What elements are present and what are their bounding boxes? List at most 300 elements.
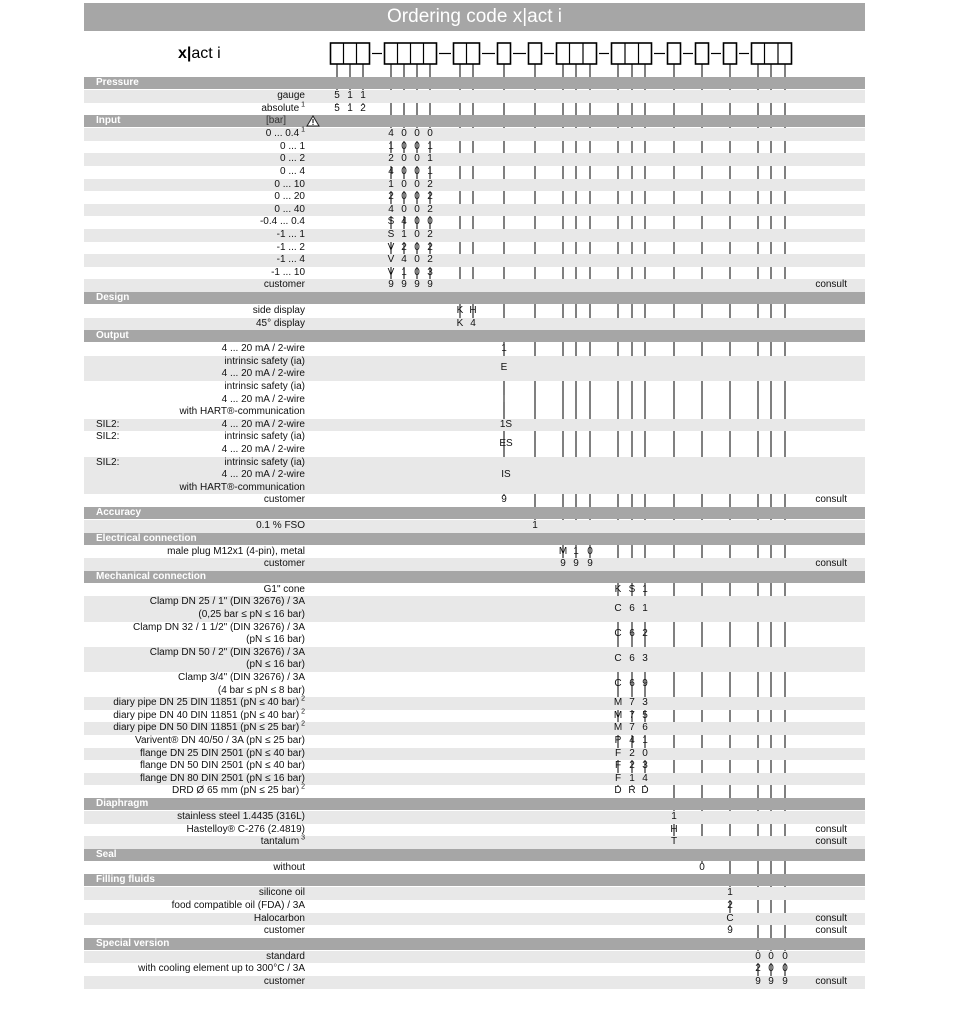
code-value: 2: [427, 229, 433, 240]
table-row: [84, 824, 865, 837]
option-label: [222, 419, 305, 431]
code-value: 6: [629, 678, 635, 690]
table-row: [84, 951, 865, 964]
code-value: 1: [401, 229, 407, 240]
code-value: 6: [629, 627, 635, 639]
code-value: 2: [427, 241, 433, 253]
code-value: 2: [401, 241, 407, 253]
option-label: [280, 166, 305, 178]
code-value: M: [613, 722, 623, 734]
code-value: I: [502, 393, 506, 405]
option-label-text: intrinsic safety (ia): [224, 431, 305, 443]
code-value: 9: [587, 558, 593, 570]
code-value: 0: [642, 747, 648, 759]
code-value: 0: [587, 545, 593, 557]
option-label-text: -1 ... 4: [276, 254, 305, 266]
option-label-text: Hastelloy® C-276 (2.4819): [186, 823, 305, 835]
code-value: 9: [642, 678, 648, 690]
table-row: [84, 748, 865, 761]
code-value: 2: [642, 627, 648, 639]
table-row: [84, 925, 865, 938]
product-name-rest: act i: [191, 45, 221, 62]
code-value: 0: [699, 861, 705, 873]
option-label-text: Clamp 3/4" (DIN 32676) / 3A: [178, 672, 305, 683]
section-title: Diaphragm: [96, 798, 149, 809]
code-value: M: [613, 697, 623, 709]
option-label: [167, 546, 305, 558]
table-row: [84, 356, 865, 381]
option-label: [246, 659, 305, 671]
code-value: 0: [427, 128, 433, 140]
table-row: [84, 381, 865, 419]
option-label: [280, 153, 305, 165]
code-value: 9: [755, 976, 761, 987]
table-row: [84, 191, 865, 204]
table-row: [84, 622, 865, 647]
consult-note: consult: [815, 279, 847, 291]
option-label-text: Clamp DN 50 / 2" (DIN 32676) / 3A: [149, 646, 305, 658]
option-label-text: 4 ... 20 mA / 2-wire: [221, 393, 305, 405]
code-value: M: [558, 545, 568, 557]
table-row: [84, 128, 865, 141]
code-value: 2: [427, 203, 433, 215]
table-row: [84, 305, 865, 318]
code-value: 4: [401, 254, 407, 266]
code-value: 6: [642, 722, 648, 734]
footnote-marker: 3: [299, 834, 305, 842]
sil-prefix: SIL2:: [96, 431, 120, 443]
table-row: [84, 419, 865, 432]
option-label-text: 0 ... 2: [279, 153, 305, 165]
table-row: [84, 153, 865, 166]
option-label-text: DRD Ø 65 mm (pN ≤ 25 bar): [171, 785, 300, 797]
code-value: 0: [401, 140, 407, 152]
code-value: 9: [501, 494, 507, 506]
table-row: [84, 811, 865, 824]
code-value: 0: [768, 950, 774, 962]
sil-prefix: SIL2:: [96, 456, 120, 468]
option-label: [224, 457, 305, 469]
code-value: 1: [347, 90, 353, 101]
option-label-text: food compatible oil (FDA) / 3A: [171, 900, 305, 911]
code-value: 9: [573, 558, 579, 570]
section-title: Special version: [96, 937, 170, 949]
option-label-text: side display: [252, 305, 305, 316]
consult-note: consult: [815, 494, 847, 506]
code-value: 1: [388, 178, 394, 190]
option-label: [172, 785, 305, 797]
code-value: 0: [414, 128, 420, 140]
option-label: [264, 558, 305, 570]
code-value: 7: [629, 722, 635, 734]
option-label-text: 4 ... 20 mA / 2-wire: [221, 343, 305, 355]
code-value: 4: [401, 216, 407, 228]
table-row: [84, 103, 865, 116]
option-label: [246, 634, 305, 646]
section-title: Pressure: [96, 77, 139, 88]
section-title: Filling fluids: [96, 874, 155, 886]
code-value: 0: [401, 178, 407, 190]
option-label: [260, 216, 305, 228]
code-value: 4: [388, 166, 394, 177]
table-row: [84, 913, 865, 926]
table-row: [84, 216, 865, 229]
table-row: [84, 242, 865, 255]
code-value: 0: [414, 153, 420, 165]
table-row: [84, 697, 865, 710]
option-label: [113, 710, 305, 722]
table-row: [84, 596, 865, 621]
code-value: 6: [629, 602, 635, 614]
option-label: [264, 925, 305, 937]
option-label: [274, 191, 305, 203]
option-label-text: stainless steel 1.4435 (316L): [177, 811, 305, 822]
ordering-code-table: [84, 0, 865, 1010]
code-value: 1: [642, 735, 648, 746]
option-label-text: 45° display: [255, 317, 305, 329]
option-label-text: 0 ... 0.4: [265, 128, 300, 140]
option-label-text: standard: [266, 950, 305, 962]
code-value: 0: [401, 166, 407, 177]
option-label-text: diary pipe DN 25 DIN 11851 (pN ≤ 40 bar): [113, 697, 300, 709]
option-label-text: 0 ... 20: [274, 191, 305, 203]
option-label-text: flange DN 50 DIN 2501 (pN ≤ 40 bar): [139, 760, 305, 772]
option-label-text: -1 ... 10: [271, 266, 305, 278]
section-title: Output: [96, 330, 129, 342]
option-label: [177, 811, 305, 823]
option-label-text: customer: [263, 494, 305, 506]
table-row: [84, 520, 865, 533]
code-value: T: [670, 836, 678, 848]
code-value: V: [387, 266, 395, 278]
code-value: 0: [414, 178, 420, 190]
code-value: 0: [414, 229, 420, 240]
code-value: 9: [401, 279, 407, 291]
option-label-text: flange DN 25 DIN 2501 (pN ≤ 40 bar): [139, 747, 305, 759]
code-value: D: [614, 785, 622, 797]
table-row: [84, 204, 865, 217]
option-label-text: (pN ≤ 16 bar): [246, 659, 305, 671]
table-row: [84, 900, 865, 913]
code-value: K: [456, 317, 464, 329]
table-row: [84, 710, 865, 723]
section-header: [84, 330, 865, 342]
code-value: 9: [388, 279, 394, 291]
code-value: 2: [427, 178, 433, 190]
code-value: 3: [642, 760, 648, 772]
option-label-text: 4 ... 20 mA / 2-wire: [221, 418, 305, 430]
sil-prefix: SIL2:: [96, 418, 120, 430]
footnote-marker: 2: [299, 708, 305, 716]
option-label-text: 0 ... 10: [274, 178, 305, 190]
option-label: [138, 963, 305, 975]
code-value: 0: [414, 254, 420, 266]
option-label: [179, 406, 305, 418]
option-label: [113, 697, 305, 709]
code-value: 1: [642, 583, 648, 595]
code-value: 9: [782, 976, 788, 987]
option-label: [222, 343, 305, 355]
code-value: 1: [427, 153, 433, 165]
option-label: [254, 913, 305, 925]
code-value: 1: [388, 140, 394, 152]
option-label: [224, 381, 305, 393]
code-value: 1: [532, 520, 538, 531]
option-label-text: (pN ≤ 16 bar): [246, 634, 305, 646]
table-row: [84, 279, 865, 292]
consult-note: consult: [815, 925, 847, 937]
option-label-text: Clamp DN 25 / 1" (DIN 32676) / 3A: [149, 596, 305, 608]
code-value: S: [387, 216, 395, 228]
section-header: [84, 77, 865, 89]
code-value: 5: [642, 709, 648, 721]
option-label-text: Clamp DN 32 / 1 1/2" (DIN 32676) / 3A: [133, 621, 305, 633]
consult-note: consult: [815, 558, 847, 570]
table-row: [84, 141, 865, 154]
option-label: [186, 824, 305, 836]
code-value: 9: [727, 925, 733, 937]
code-value: H: [469, 305, 477, 316]
code-value: 9: [414, 279, 420, 291]
code-value: 0: [755, 950, 761, 962]
option-label: [198, 609, 305, 621]
code-value: K: [456, 305, 464, 316]
option-label: [266, 951, 305, 963]
option-label: [150, 596, 305, 608]
page-title: Ordering code x|act i: [84, 3, 865, 31]
option-label-text: with cooling element up to 300°C / 3A: [138, 963, 305, 975]
table-row: [84, 785, 865, 798]
section-header: [84, 115, 865, 127]
table-row: [84, 722, 865, 735]
footnote-marker: 2: [299, 784, 305, 792]
table-row: [84, 546, 865, 559]
option-label-text: 0.1 % FSO: [256, 520, 305, 531]
code-value: 4: [470, 317, 476, 329]
code-value: 9: [560, 558, 566, 570]
consult-note: consult: [815, 836, 847, 848]
code-value: 4: [642, 772, 648, 784]
option-label: [222, 469, 305, 481]
option-label: [222, 444, 305, 456]
code-value: S: [628, 583, 636, 595]
option-label-text: gauge: [277, 90, 305, 101]
section-title: Accuracy: [96, 507, 142, 518]
code-value: V: [387, 254, 395, 266]
option-label: [224, 356, 305, 368]
table-row: [84, 773, 865, 786]
code-value: 3: [642, 697, 648, 709]
option-label-text: -1 ... 1: [276, 229, 305, 240]
code-value: 4: [388, 203, 394, 215]
footnote-marker: 2: [299, 721, 305, 729]
consult-note: consult: [815, 912, 847, 924]
option-label-text: absolute: [261, 102, 300, 114]
code-value: 0: [401, 191, 407, 203]
code-value: 0: [414, 140, 420, 152]
option-label-text: flange DN 80 DIN 2501 (pN ≤ 16 bar): [139, 772, 305, 784]
table-row: [84, 166, 865, 179]
option-label-text: silicone oil: [258, 887, 305, 899]
code-value: 2: [755, 963, 761, 975]
footnote-marker: 1: [299, 101, 305, 109]
consult-note: consult: [815, 976, 847, 987]
option-label: [264, 584, 305, 596]
section-header: [84, 507, 865, 519]
option-label-text: 0 ... 40: [274, 203, 305, 215]
code-value: C: [614, 653, 622, 665]
option-label: [253, 305, 305, 317]
table-row: [84, 343, 865, 356]
option-label-text: 4 ... 20 mA / 2-wire: [221, 443, 305, 455]
table-row: [84, 179, 865, 192]
table-row: [84, 254, 865, 267]
code-value: F: [614, 772, 622, 784]
table-row: [84, 672, 865, 697]
code-value: F: [614, 760, 622, 772]
table-row: [84, 647, 865, 672]
code-value: 1: [642, 602, 648, 614]
option-label-text: without: [273, 861, 305, 873]
warning-icon: [306, 115, 320, 127]
code-value: 0: [414, 266, 420, 278]
option-label: [140, 748, 305, 760]
option-label: [264, 494, 305, 506]
code-value: 2: [427, 254, 433, 266]
option-label: [222, 368, 305, 380]
code-value: 1: [401, 266, 407, 278]
product-name-bold: x|: [178, 45, 192, 62]
code-value: C: [726, 912, 734, 924]
code-value: 0: [768, 963, 774, 975]
table-row: [84, 963, 865, 976]
option-label-text: customer: [263, 976, 305, 987]
code-value: 1: [573, 545, 579, 557]
option-label: [135, 735, 305, 747]
code-value: 0: [782, 950, 788, 962]
code-value: 9: [427, 279, 433, 291]
code-value: ES: [499, 437, 513, 449]
code-value: 0: [414, 241, 420, 253]
option-label-text: customer: [263, 925, 305, 937]
option-label-text: customer: [263, 279, 305, 291]
option-label: [178, 672, 305, 684]
option-label: [113, 722, 305, 734]
option-label: [273, 862, 305, 874]
option-label-text: 0 ... 1: [279, 140, 305, 152]
table-row: [84, 431, 865, 456]
section-header: [84, 938, 865, 950]
table-row: [84, 90, 865, 103]
option-label: [274, 179, 305, 191]
code-value: R: [628, 785, 636, 797]
table-row: [84, 976, 865, 989]
option-label: [218, 685, 305, 697]
code-value: 1: [360, 90, 366, 101]
option-label: [256, 318, 305, 330]
code-value: 2: [629, 760, 635, 772]
code-value: 0: [401, 128, 407, 140]
option-label-text: tantalum: [260, 836, 300, 848]
code-value: 0: [414, 166, 420, 177]
code-value: M: [613, 709, 623, 721]
option-label: [256, 520, 305, 532]
table-row: [84, 457, 865, 495]
table-row: [84, 735, 865, 748]
option-label: [172, 900, 305, 912]
code-value: 2: [388, 153, 394, 165]
code-value: 1: [671, 811, 677, 822]
option-label-text: 0 ... 4: [279, 166, 305, 177]
code-value: C: [614, 627, 622, 639]
code-value: IS: [501, 469, 511, 481]
consult-note: consult: [815, 823, 847, 835]
footnote-marker: 2: [299, 695, 305, 703]
option-label: [264, 279, 305, 291]
option-label: [179, 482, 305, 494]
option-label: [140, 760, 305, 772]
option-label-text: customer: [263, 558, 305, 570]
option-label-text: (4 bar ≤ pN ≤ 8 bar): [217, 684, 305, 696]
option-label-text: Halocarbon: [253, 912, 305, 924]
code-value: 1: [727, 887, 733, 899]
code-value: 0: [401, 203, 407, 215]
option-label: [266, 128, 305, 140]
option-label: [259, 887, 305, 899]
footnote-marker: 1: [299, 126, 305, 134]
option-label-text: with HART®-communication: [179, 481, 305, 493]
code-value: 0: [782, 963, 788, 975]
option-label-text: Varivent® DN 40/50 / 3A (pN ≤ 25 bar): [135, 735, 305, 746]
option-label-text: 4 ... 20 mA / 2-wire: [221, 469, 305, 481]
option-label-text: with HART®-communication: [179, 406, 305, 418]
table-row: [84, 267, 865, 280]
option-label: [261, 836, 305, 848]
option-label: [222, 394, 305, 406]
code-value: 3: [427, 266, 433, 278]
code-value: 1S: [499, 418, 513, 430]
table-row: [84, 494, 865, 507]
section-header: [84, 874, 865, 886]
code-value: 7: [629, 709, 635, 721]
code-value: S: [387, 229, 395, 240]
code-value: E: [500, 362, 508, 374]
code-value: 2: [629, 747, 635, 759]
code-value: 0: [414, 191, 420, 203]
code-value: 6: [629, 653, 635, 665]
option-label: [277, 90, 305, 102]
code-value: 4: [629, 735, 635, 746]
code-value: 2: [388, 191, 394, 203]
section-header: [84, 798, 865, 810]
code-value: 5: [334, 90, 340, 101]
section-header: [84, 571, 865, 583]
option-label-text: (0,25 bar ≤ pN ≤ 16 bar): [198, 608, 305, 620]
option-label: [277, 254, 305, 266]
option-label: [280, 141, 305, 153]
table-row: [84, 318, 865, 331]
code-value: D: [641, 785, 649, 797]
table-row: [84, 584, 865, 597]
option-label-text: 4 ... 20 mA / 2-wire: [221, 368, 305, 380]
code-value: 3: [642, 653, 648, 665]
code-value: 2: [360, 102, 366, 114]
section-title: Input: [96, 115, 121, 127]
code-value: 9: [768, 976, 774, 987]
option-label: [133, 622, 305, 634]
code-value: 1: [427, 166, 433, 177]
code-value: K: [614, 583, 622, 595]
